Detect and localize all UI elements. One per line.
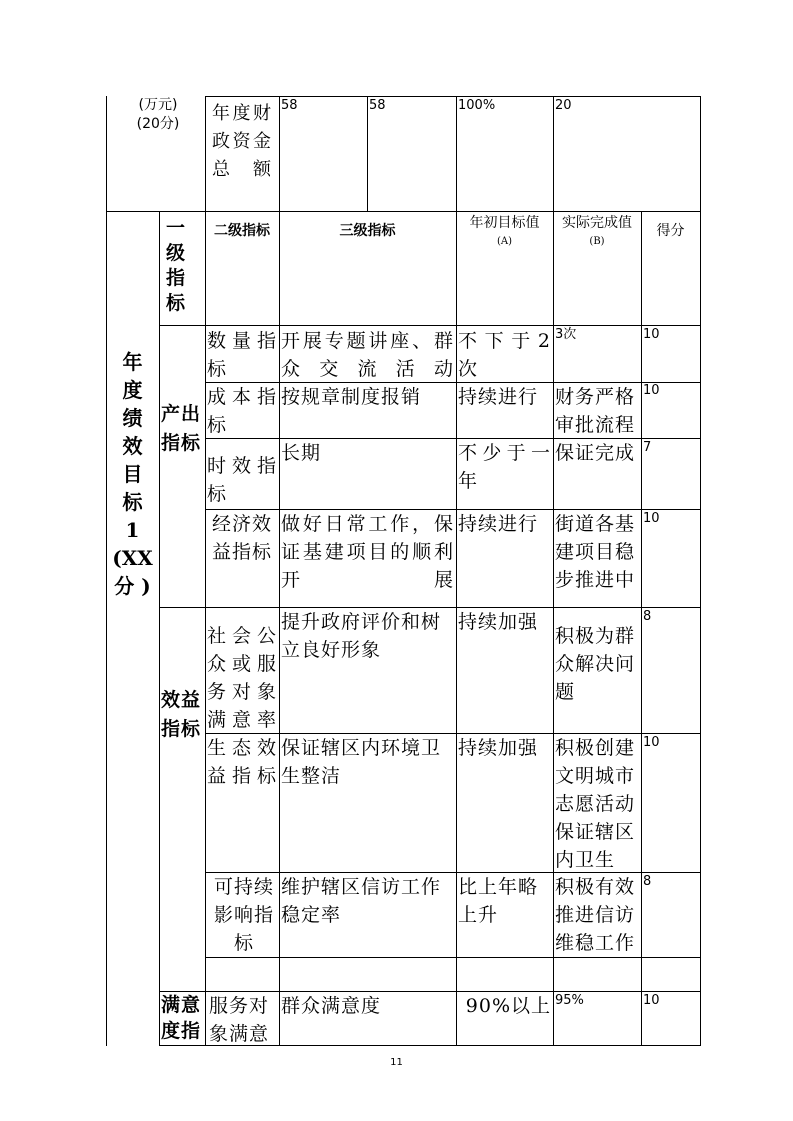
row-actual: 保证完成 — [555, 442, 636, 464]
header-score: 得分 — [656, 223, 685, 239]
row-l2: 成本指标 — [207, 386, 277, 436]
row-actual: 积极创建文明城市志愿活动保证辖区内卫生 — [555, 737, 636, 871]
top-value-4: 20 — [555, 98, 572, 113]
top-value-3: 100% — [458, 98, 496, 113]
row-l3: 维护辖区信访工作稳定率 — [281, 876, 442, 926]
row-l2: 数量指标 — [207, 330, 277, 380]
row-l3: 提升政府评价和树立良好形象 — [281, 611, 442, 661]
row-actual: 95% — [555, 993, 584, 1008]
group-output: 产出 指标 — [161, 403, 202, 454]
header-actual: 实际完成值 — [562, 215, 632, 231]
section-label: 年 度 绩 效 目 标 1 (XX 分 ) — [112, 350, 153, 598]
row-score: 8 — [643, 609, 652, 624]
row-actual: 财务严格审批流程 — [555, 386, 636, 436]
row-score: 10 — [643, 383, 660, 398]
group-benefit: 效益 指标 — [161, 689, 202, 740]
row-l3: 保证辖区内环境卫生整洁 — [281, 737, 442, 787]
row-l2: 服务对象满意 — [209, 995, 270, 1045]
row-score: 10 — [643, 993, 660, 1008]
row-l2: 社会公众或服务对象满意率 — [207, 625, 277, 731]
row-actual: 3次 — [555, 327, 577, 342]
header-level3: 三级指标 — [339, 223, 396, 239]
top-left-label: (万元) (20分) — [136, 97, 180, 132]
row-target: 比上年略上升 — [458, 876, 539, 926]
header-target: 年初目标值 — [469, 215, 540, 231]
row-target: 不下于2次 — [458, 330, 551, 380]
row-target: 不少于一年 — [458, 442, 551, 492]
row-l2: 生态效益指标 — [207, 737, 277, 787]
top-item-label: 年度财政资金总额 — [212, 103, 272, 180]
row-l2: 可持续影响指标 — [213, 876, 274, 954]
group-satisfaction: 满意 度指 — [161, 994, 202, 1042]
row-actual: 积极有效推进信访维稳工作 — [555, 876, 636, 954]
row-score: 7 — [643, 440, 652, 455]
row-score: 10 — [643, 511, 660, 526]
row-l3: 群众满意度 — [281, 995, 382, 1017]
header-level1: 一 级 指 标 — [166, 217, 187, 314]
row-target: 持续进行 — [458, 386, 539, 408]
row-score: 10 — [643, 735, 660, 750]
page-number: 11 — [390, 1057, 403, 1068]
row-actual: 街道各基建项目稳步推进中 — [555, 513, 636, 591]
row-target: 持续加强 — [458, 737, 539, 759]
row-target: 90%以上 — [465, 995, 551, 1017]
header-actual-sub: (B) — [589, 236, 605, 247]
row-score: 8 — [643, 874, 652, 889]
row-l3: 做好日常工作，保证基建项目的顺利开展 — [281, 513, 454, 591]
top-value-1: 58 — [281, 98, 298, 113]
row-score: 10 — [643, 327, 660, 342]
row-l3: 开展专题讲座、群众交流活动 — [281, 330, 454, 380]
header-level2: 二级指标 — [214, 223, 270, 239]
row-target: 持续加强 — [458, 611, 539, 633]
header-target-sub: (A) — [496, 236, 513, 247]
row-actual: 积极为群众解决问题 — [555, 625, 636, 703]
top-value-2: 58 — [369, 98, 386, 113]
row-l2: 时效指标 — [207, 455, 277, 505]
row-l3: 长期 — [281, 442, 322, 464]
row-l3: 按规章制度报销 — [281, 386, 422, 408]
row-l2: 经济效益指标 — [212, 513, 273, 563]
row-target: 持续进行 — [458, 513, 539, 535]
